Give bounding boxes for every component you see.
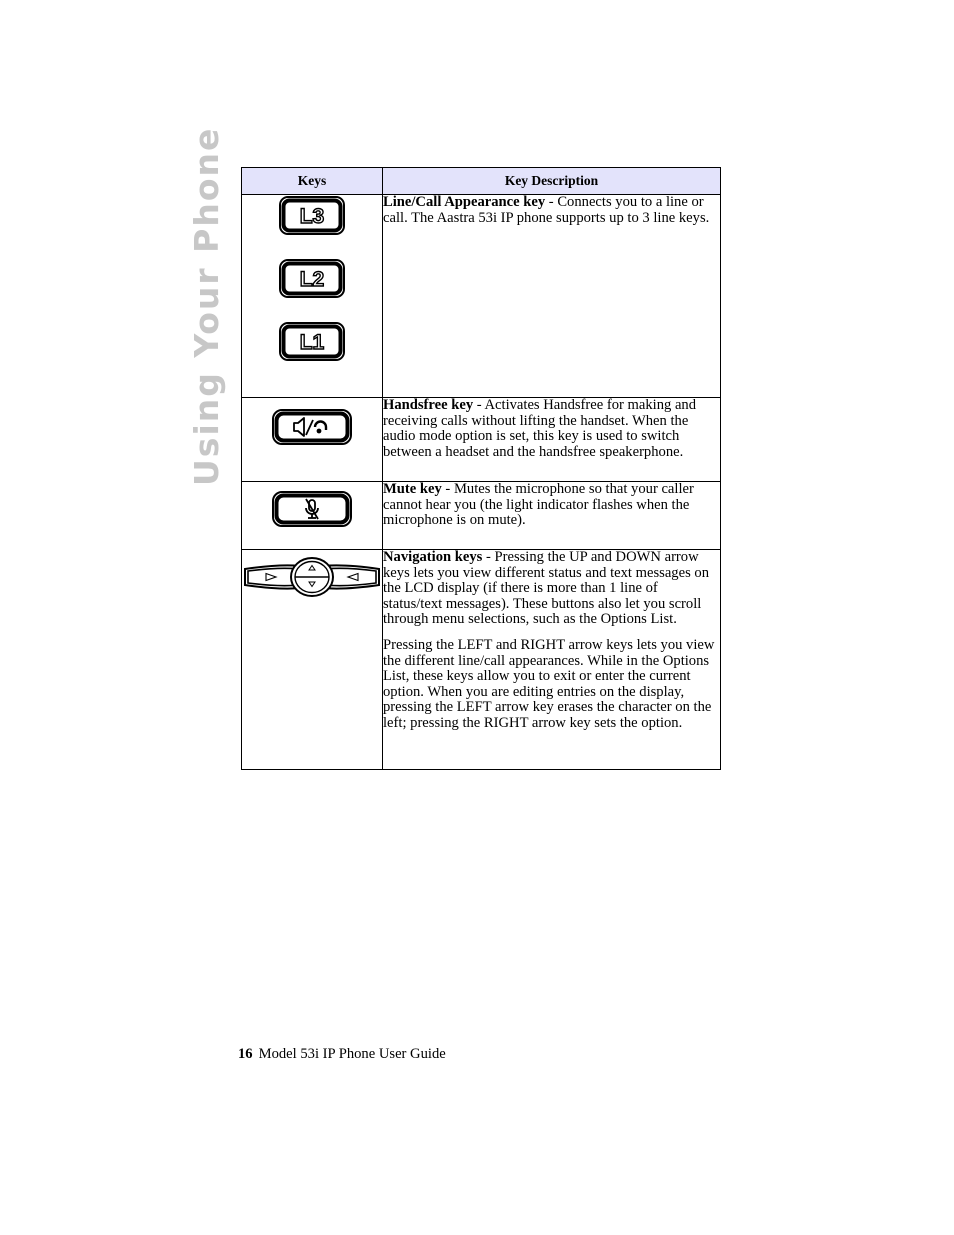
line-key-l1-icon [278, 321, 346, 362]
navigation-icon [243, 556, 381, 598]
line-key-l2-icon [278, 258, 346, 299]
line-key-text: - Connects you to a line or call. The Aastra 53i IP phone supports up to 3 line keys. [383, 194, 710, 226]
svg-text:L1: L1 [299, 331, 325, 354]
navigation-key-text-2: Pressing the LEFT and RIGHT arrow keys lets you view the different line/call appearances. While in the Options List, these keys allow you to exit or enter the current option. When you are editing entries on the display, pressing the LEFT arrow key erases the character on the left; pressing the RIGHT arrow key sets the option. [383, 636, 715, 731]
navigation-key-text: - Pressing the UP and DOWN arrow keys lets you view different status and text messages on the LCD display (if there is more than 1 line of status/text messages). These buttons also let you scroll through menu selections, such as the Options List. [383, 549, 709, 628]
footer-title: Model 53i IP Phone User Guide [258, 1046, 446, 1062]
page-number: 16 [238, 1046, 253, 1062]
mute-key-cell [242, 482, 383, 550]
page-footer [238, 1046, 446, 1063]
navigation-key-description [383, 550, 721, 770]
svg-text:L3: L3 [299, 205, 325, 228]
line-keys-cell [242, 195, 383, 398]
table-row [242, 550, 721, 770]
mute-key-text: - Mutes the microphone so that your caller cannot hear you (the light indicator flashes when the microphone is on mute). [383, 481, 694, 529]
side-section-title: Using Your Phone [187, 126, 226, 486]
handsfree-key-description [383, 398, 721, 482]
mute-key-description [383, 482, 721, 550]
handsfree-icon [271, 408, 353, 446]
header-keys: Keys [242, 168, 383, 195]
mute-icon [271, 490, 353, 528]
navigation-key-cell [242, 550, 383, 770]
navigation-key-term: Navigation keys [383, 549, 483, 565]
handsfree-key-term: Handsfree key [383, 397, 474, 413]
svg-text:L2: L2 [299, 268, 325, 291]
table-row [242, 482, 721, 550]
table-row [242, 398, 721, 482]
keys-table [241, 167, 721, 770]
table-header-row [242, 168, 721, 195]
line-key-l3-icon [278, 195, 346, 236]
line-key-description [383, 195, 721, 398]
handsfree-key-text: - Activates Handsfree for making and receiving calls without lifting the handset. When the audio mode option is set, this key is used to switch between a headset and the handsfree speakerphone. [383, 397, 697, 460]
handsfree-key-cell [242, 398, 383, 482]
header-key-description: Key Description [383, 168, 721, 195]
table-row [242, 195, 721, 398]
mute-key-term: Mute key [383, 481, 442, 497]
line-key-term: Line/Call Appearance key [383, 194, 546, 210]
